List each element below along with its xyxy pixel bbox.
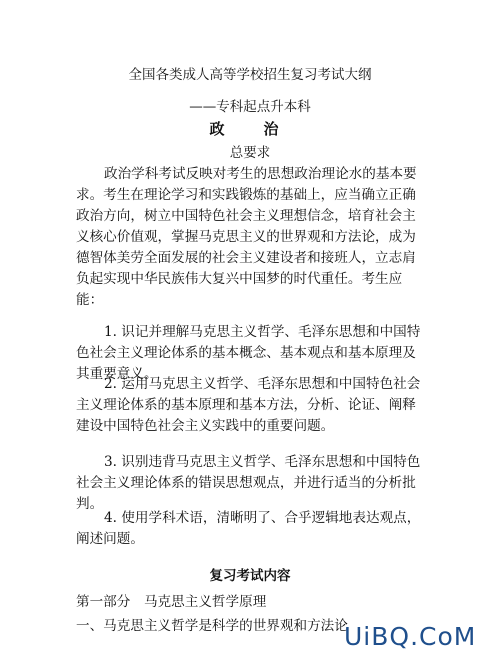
doc-title: 全国各类成人高等学校招生复习考试大纲	[128, 67, 372, 83]
requirement-item-4: 4. 使用学科术语，清晰明了、合乎逻辑地表达观点，阐述问题。	[76, 510, 421, 547]
general-requirements-heading: 总要求	[229, 145, 271, 161]
subject-heading: 政 治	[209, 120, 291, 138]
intro-paragraph: 政治学科考试反映对考生的思想政治理论水的基本要求。考生在理论学习和实践锻炼的基础上，应当确立正确政治方向，树立中国特色社会主义理想信念，培育社会主义核心价值观，掌握马克思主义的世界观和方法论，成为德智体美劳全面发展的社会主义建设者和接班人，立志肩负起实现中华民族伟大复兴中国梦的时代重任。考生应能：	[76, 166, 417, 308]
requirement-item-3: 3. 识别违背马克思主义哲学、毛泽东思想和中国特色社会主义理论体系的错误思想观点，并进行适当的分析批判。	[76, 454, 421, 512]
requirement-item-2: 2. 运用马克思主义哲学、毛泽东思想和中国特色社会主义理论体系的基本原理和基本方法，分析、论证、阐释建设中国特色社会主义实践中的重要问题。	[76, 376, 421, 434]
site-watermark: UiBQ.CoM	[344, 622, 477, 651]
requirement-item-1: 1. 识记并理解马克思主义哲学、毛泽东思想和中国特色社会主义理论体系的基本概念、基本观点和基本原理及其重要意义。	[76, 324, 421, 382]
doc-subtitle: ——专科起点升本科	[189, 99, 311, 115]
part-one-title: 第一部分 马克思主义哲学原理	[76, 594, 267, 610]
chapter-one-title: 一、马克思主义哲学是科学的世界观和方法论	[76, 618, 348, 634]
review-content-heading: 复习考试内容	[209, 568, 291, 584]
